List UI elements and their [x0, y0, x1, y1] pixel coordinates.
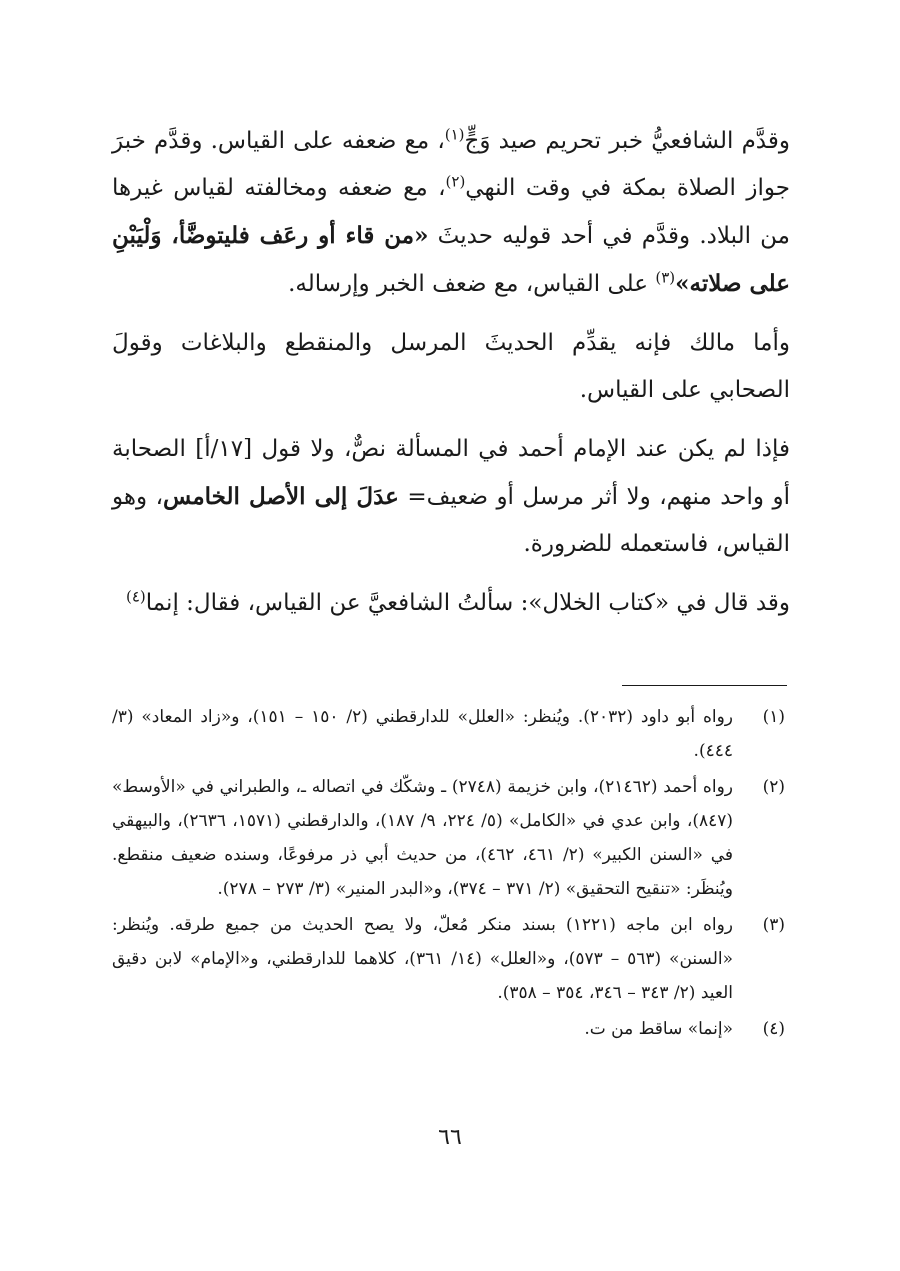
footnote-2 [112, 770, 785, 906]
paragraph-1-part-3: ، مع ضعفه ومخالفته لقياس غيرها من البلاد. وقدَّم في أحد قوليه حديثَ [112, 175, 790, 249]
main-text [112, 118, 790, 639]
footnote-3-text: رواه ابن ماجه (١٢٢١) بسند منكر مُعلّ، ولا يصح الحديث من جميع طرقه. ويُنظر: «السنن» (٥٦٣ – ٥٧٣)، و«العلل» (١٤/ ٣٦١)، كلاهما للدارقطني، و«الإمام» لابن دقيق العيد (٢/ ٣٤٣ – ٣٤٦، ٣٥٤ – ٣٥٨). [112, 915, 734, 1003]
paragraph-4 [112, 580, 790, 627]
paragraph-1-part-1: وقدَّم الشافعيُّ خبر تحريم صيد وَجٍّ [464, 128, 790, 154]
paragraph-1 [112, 118, 790, 308]
footnote-3 [112, 908, 785, 1010]
footnote-2-text: رواه أحمد (٢١٤٦٢)، وابن خزيمة (٢٧٤٨) ـ وشكّك في اتصاله ـ، والطبراني في «الأوسط» (٨٤٧)، وابن عدي في «الكامل» (٥/ ٢٢٤، ٩/ ١٨٧)، والدارقطني (١٥٧١، ٢٦٣٦)، والبيهقي في «السنن الكبير» (٢/ ٤٦١، ٤٦٢)، من حديث أبي ذر مرفوعًا، وسنده ضعيف منقطع. ويُنظَر: «تنقيح التحقيق» (٢/ ٣٧١ – ٣٧٤)، و«البدر المنير» (٣/ ٢٧٣ – ٢٧٨). [112, 777, 734, 899]
paragraph-3-part-2: ، وهو القياس، فاستعمله للضرورة. [112, 484, 790, 557]
footnote-ref-4[interactable]: (٤) [125, 587, 146, 606]
footnote-1 [112, 700, 785, 768]
page-number: ٦٦ [438, 1125, 462, 1150]
footnote-ref-2[interactable]: (٢) [445, 172, 466, 191]
footnote-4-number: (٤) [762, 1019, 785, 1039]
footnote-ref-3[interactable]: (٣) [655, 268, 676, 287]
paragraph-3 [112, 426, 790, 568]
footnote-1-number: (١) [762, 707, 785, 727]
footnote-2-number: (٢) [762, 777, 785, 797]
footnotes [112, 700, 785, 1048]
paragraph-3-part-1: فإذا لم يكن عند الإمام أحمد في المسألة نصٌّ، ولا قول [١٧/أ] الصحابة أو واحد منهم، ولا أثر مرسل أو ضعيف= [112, 436, 790, 510]
footnote-3-number: (٣) [762, 915, 785, 935]
footnote-separator [622, 685, 787, 686]
footnote-4 [112, 1012, 785, 1046]
paragraph-1-part-4: على القياس، مع ضعف الخبر وإرساله. [288, 271, 656, 297]
footnote-1-text: رواه أبو داود (٢٠٣٢). ويُنظر: «العلل» للدارقطني (٢/ ١٥٠ – ١٥١)، و«زاد المعاد» (٣/ ٤٤٤). [112, 707, 733, 761]
hadith-quote: «من قاء أو رعَف فليتوضَّأ، وَلْيَبْنِ على صلاته» [112, 222, 790, 297]
footnote-4-text: «إنما» ساقط من ت. [584, 1019, 733, 1039]
paragraph-1-part-2: ، مع ضعفه على القياس. وقدَّم خبرَ جواز الصلاة بمكة في وقت النهي [112, 128, 790, 201]
fifth-principle-phrase: عدَلَ إلى الأصل الخامس [163, 483, 399, 510]
footnote-ref-1[interactable]: (١) [444, 125, 465, 144]
paragraph-4-text: وقد قال في «كتاب الخلال»: سألتُ الشافعيَّ عن القياس، فقال: إنما [145, 590, 790, 616]
paragraph-2: وأما مالك فإنه يقدِّم الحديثَ المرسل والمنقطع والبلاغات وقولَ الصحابي على القياس. [112, 330, 790, 403]
